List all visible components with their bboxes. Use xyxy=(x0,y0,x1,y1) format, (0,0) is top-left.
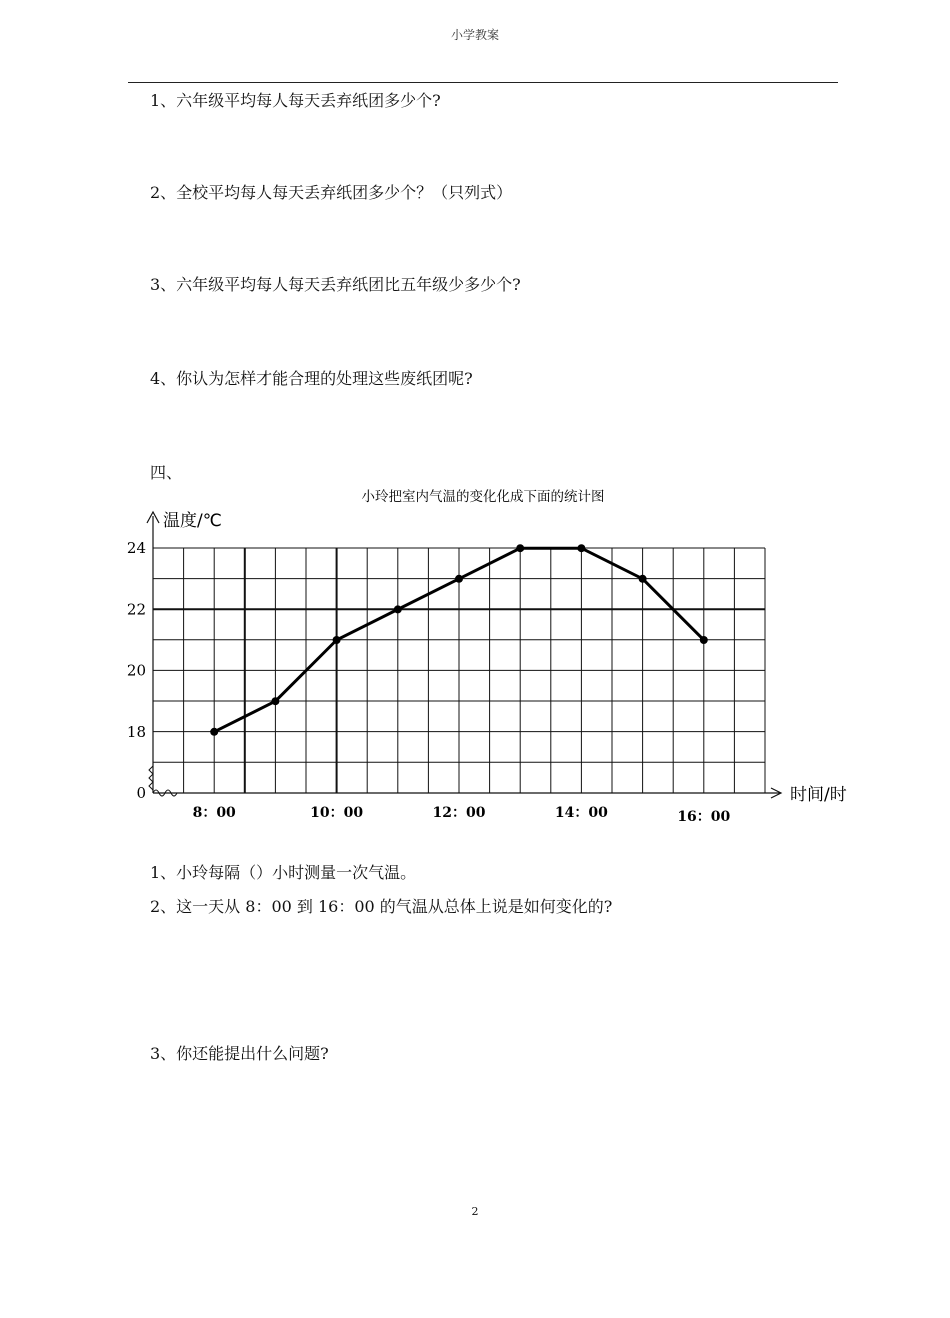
question-4-2: 2、这一天从 8：00 到 16：00 的气温从总体上说是如何变化的? xyxy=(150,897,613,916)
question-3: 3、六年级平均每人每天丢弃纸团比五年级少多少个? xyxy=(150,275,521,294)
data-point xyxy=(577,544,585,552)
data-point xyxy=(639,575,647,583)
data-point xyxy=(516,544,524,552)
data-point xyxy=(455,575,463,583)
axes xyxy=(147,512,781,798)
data-point xyxy=(271,697,279,705)
x-axis-label: 时间/时 xyxy=(790,785,847,805)
x-tick-label: 14：00 xyxy=(554,805,608,821)
data-point xyxy=(210,728,218,736)
x-tick-label: 12：00 xyxy=(432,805,486,821)
y-tick-label: 22 xyxy=(126,600,146,619)
y-axis-label: 温度/℃ xyxy=(163,511,222,531)
grid xyxy=(153,548,765,793)
x-tick-label: 10：00 xyxy=(310,805,364,821)
y-tick-label: 20 xyxy=(126,661,146,680)
x-tick-label: 16：00 xyxy=(677,809,731,825)
y-tick-label: 18 xyxy=(126,722,146,741)
question-1: 1、六年级平均每人每天丢弃纸团多少个? xyxy=(150,91,441,110)
page-number: 2 xyxy=(471,1205,479,1218)
header-rule xyxy=(128,82,838,83)
y-tick-label: 0 xyxy=(136,784,146,802)
x-tick-label: 8：00 xyxy=(192,805,236,821)
x-tick-labels xyxy=(193,805,731,825)
question-4-3: 3、你还能提出什么问题? xyxy=(150,1044,329,1063)
question-4-1: 1、小玲每隔（）小时测量一次气温。 xyxy=(150,863,417,882)
section-label: 四、 xyxy=(150,463,183,482)
page-header: 小学教案 xyxy=(450,28,499,42)
chart-title: 小玲把室内气温的变化化成下面的统计图 xyxy=(361,489,605,505)
question-4: 4、你认为怎样才能合理的处理这些废纸团呢? xyxy=(150,369,473,388)
data-point xyxy=(333,636,341,644)
question-2: 2、全校平均每人每天丢弃纸团多少个？（只列式） xyxy=(150,183,513,202)
data-point xyxy=(394,605,402,613)
y-tick-label: 24 xyxy=(126,539,146,558)
y-tick-labels xyxy=(127,539,146,802)
temperature-line-chart xyxy=(0,478,950,838)
data-point xyxy=(700,636,708,644)
